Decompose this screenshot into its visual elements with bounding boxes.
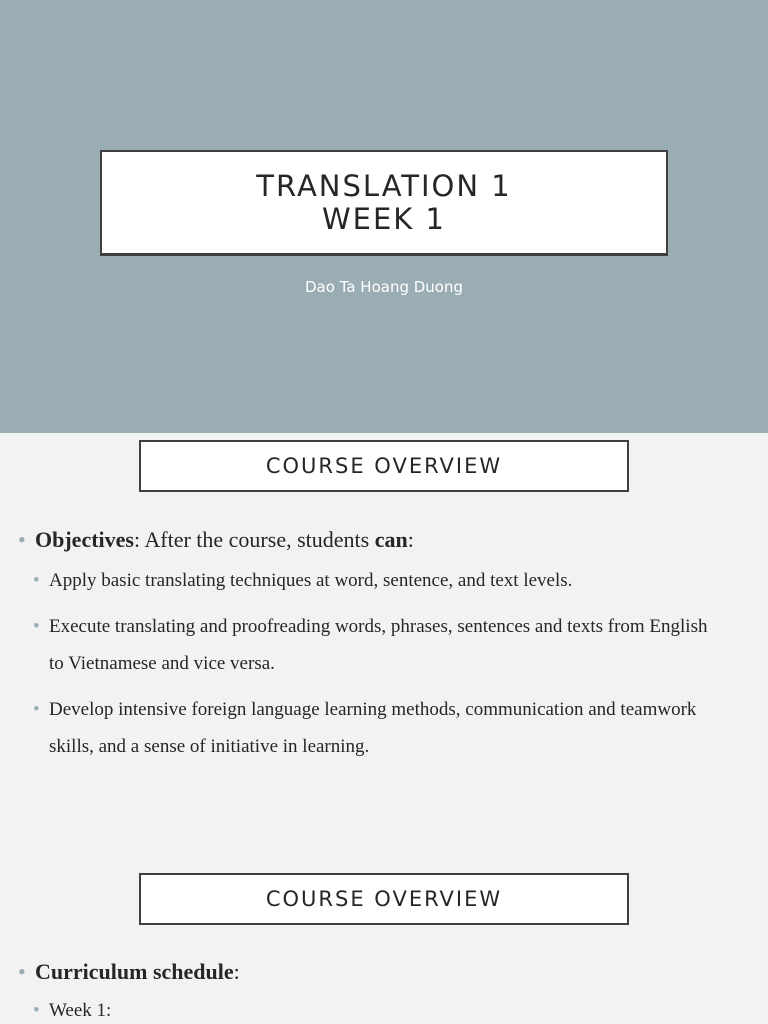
- title-line-1: TRANSLATION 1: [256, 168, 512, 203]
- slide-heading: COURSE OVERVIEW: [265, 454, 503, 478]
- schedule-colon: :: [233, 959, 240, 984]
- slide-heading-box: [139, 440, 629, 492]
- objectives-bold-word: can: [374, 527, 408, 552]
- list-item: • Develop intensive foreign language learning methods, communication and teamwork skills, and a sense of initiative in learning.: [0, 691, 768, 765]
- curriculum-slide: [0, 866, 768, 1024]
- objectives-text: : After the course, students: [133, 527, 375, 552]
- schedule-label: Curriculum schedule: [35, 959, 234, 984]
- author-subtitle: Dao Ta Hoang Duong: [304, 278, 464, 296]
- bullet-list: [0, 524, 768, 765]
- title-box: [100, 150, 668, 256]
- list-item: • Apply basic translating techniques at word, sentence, and text levels.: [0, 562, 768, 599]
- objectives-colon: :: [407, 527, 414, 552]
- schedule-bullet: [0, 956, 768, 988]
- list-item: • Execute translating and proofreading words, phrases, sentences and texts from English to Vietnamese and vice versa.: [0, 608, 768, 682]
- title-line-2: WEEK 1: [321, 201, 446, 236]
- bullet-list: [0, 956, 768, 1024]
- objectives-bullet: [0, 524, 768, 556]
- objectives-label: Objectives: [35, 527, 134, 552]
- slide-heading: COURSE OVERVIEW: [265, 887, 503, 911]
- course-overview-slide: [0, 433, 768, 866]
- slide-heading-box: [139, 873, 629, 925]
- title-slide: [0, 0, 768, 433]
- list-item: • Week 1:: [0, 992, 768, 1024]
